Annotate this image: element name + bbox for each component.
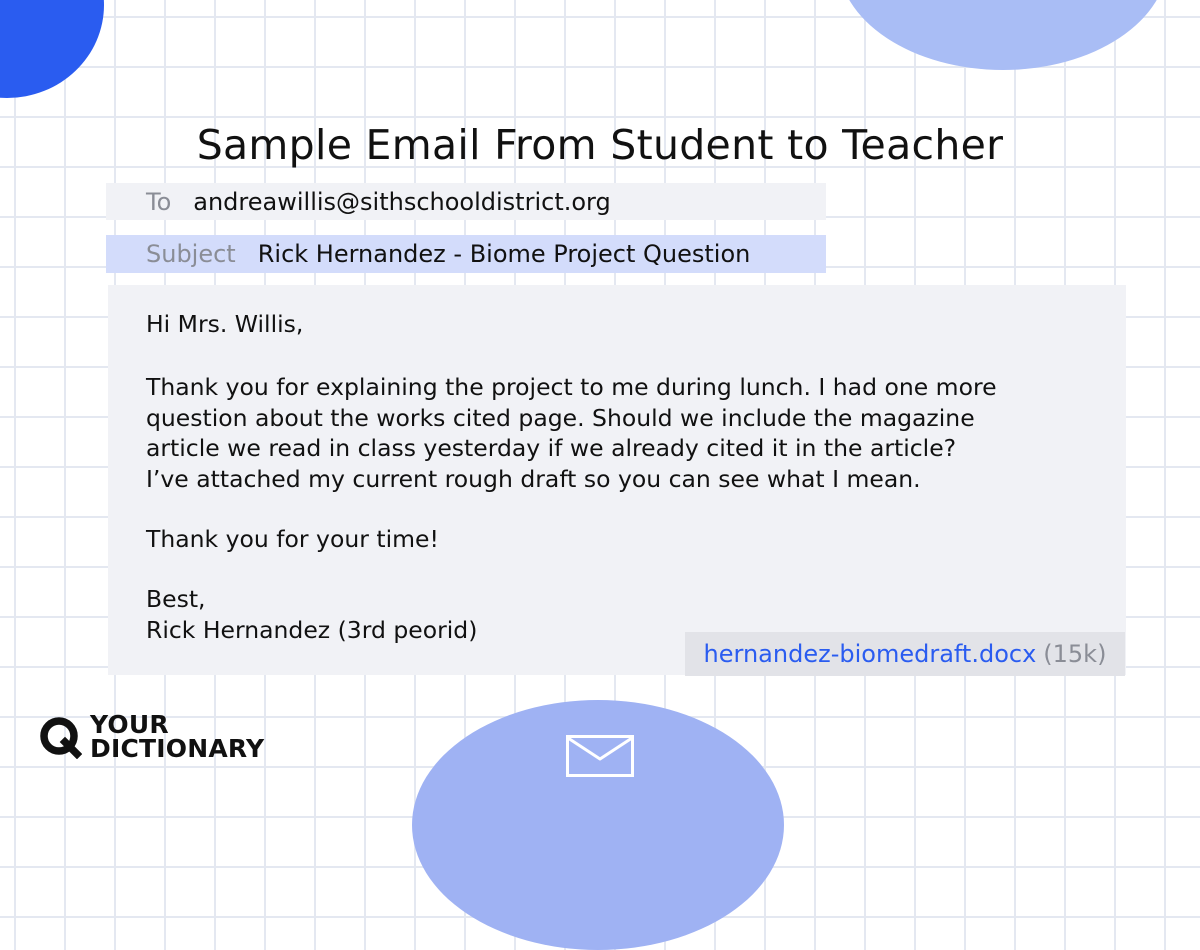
page-title: Sample Email From Student to Teacher bbox=[196, 121, 1004, 170]
attachment-filename[interactable]: hernandez-biomedraft.docx bbox=[703, 640, 1037, 668]
email-signoff: Best, bbox=[146, 585, 206, 613]
email-body-line: Thank you for explaining the project to me during lunch. I had one more bbox=[146, 373, 997, 401]
subject-text: Rick Hernandez - Biome Project Question bbox=[257, 240, 751, 268]
email-body bbox=[108, 285, 1126, 675]
subject-label: Subject bbox=[146, 240, 236, 268]
attachment-size: (15k) bbox=[1043, 640, 1107, 668]
to-address: andreawillis@sithschooldistrict.org bbox=[193, 187, 611, 216]
decor-circle-top-right bbox=[838, 0, 1168, 70]
email-thanks: Thank you for your time! bbox=[146, 525, 439, 553]
attachment-chip[interactable] bbox=[685, 632, 1125, 676]
envelope-icon bbox=[566, 735, 634, 777]
subject-field bbox=[106, 235, 826, 273]
logo-wordmark bbox=[90, 710, 265, 763]
to-field bbox=[106, 183, 826, 220]
email-paragraph bbox=[146, 372, 1106, 494]
email-greeting: Hi Mrs. Willis, bbox=[146, 310, 304, 338]
to-label: To bbox=[146, 187, 172, 216]
logo-line-2: DICTIONARY bbox=[90, 734, 265, 763]
email-body-line: question about the works cited page. Should we include the magazine bbox=[146, 403, 975, 432]
email-body-line: I’ve attached my current rough draft so you can see what I mean. bbox=[146, 464, 921, 493]
email-signature: Rick Hernandez (3rd peorid) bbox=[146, 616, 478, 644]
decor-circle-top-left bbox=[0, 0, 104, 98]
brand-logo bbox=[38, 710, 265, 763]
q-icon bbox=[38, 715, 82, 759]
logo-line-1: YOUR bbox=[90, 710, 169, 739]
email-body-line: article we read in class yesterday if we already cited it in the article? bbox=[146, 434, 957, 462]
